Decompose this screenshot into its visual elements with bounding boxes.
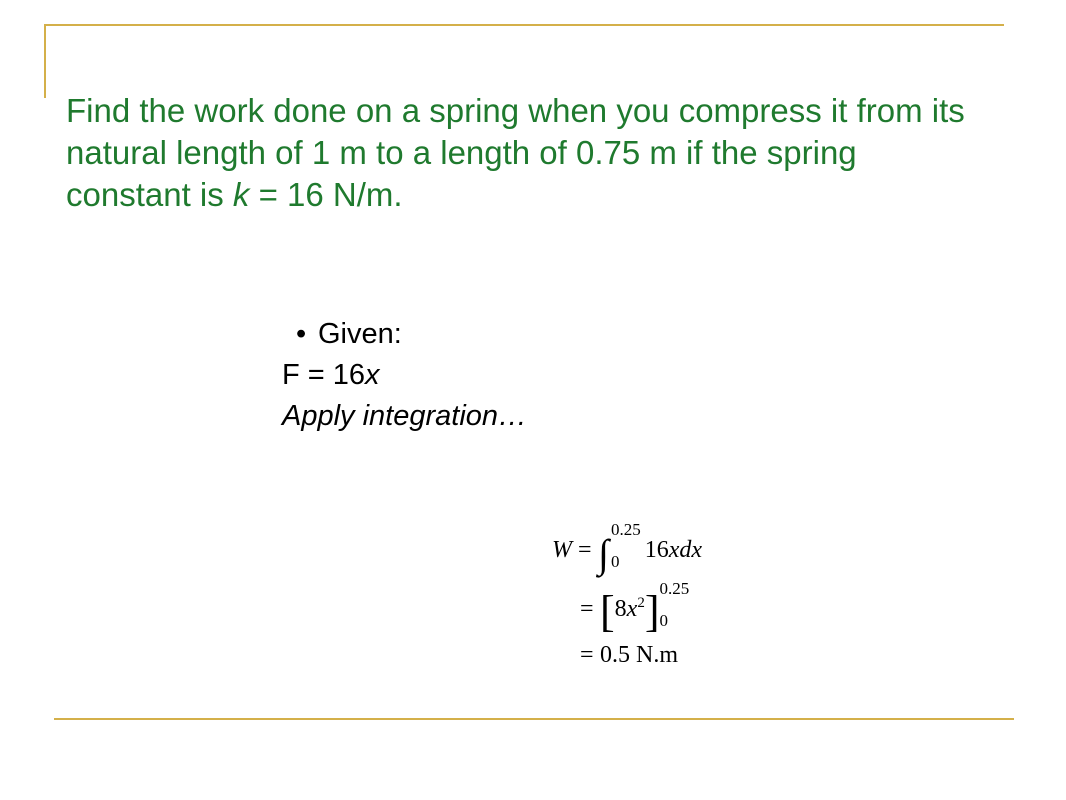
work-symbol: W [552,537,572,563]
bullet-icon: • [296,318,307,350]
evaluation-limits [659,579,690,630]
derivation-line-1 [552,520,703,586]
antiderivative-variable: x [626,596,638,622]
upper-limit-2: 0.25 [659,579,690,598]
force-formula [282,355,527,396]
integrand-variable: xdx [668,537,703,563]
lower-limit-1: 0 [610,552,620,571]
given-label: Given: [318,318,402,350]
work-derivation [552,520,703,698]
derivation-line-3 [552,642,702,698]
integral-limits [610,520,641,571]
given-row [282,314,527,355]
antiderivative-coefficient: 8 [614,596,627,622]
force-formula-prefix: F = 16 [282,359,366,391]
force-formula-variable: x [365,359,380,391]
integrand-coefficient: 16 [644,537,669,563]
equals-sign-1: = [578,537,592,563]
apply-integration-text: Apply integration… [282,400,528,432]
given-block [282,314,527,437]
title-text-start: Find the work done on a spring when you compress it from its natural length of 1 m to a length of 0.75 m if the spring constant is [66,92,965,213]
integral-sign-icon: ∫ [598,531,609,576]
frame-left-rule [44,24,46,98]
open-bracket-icon: [ [600,587,615,636]
upper-limit-1: 0.25 [610,520,641,539]
derivation-line-2 [552,579,702,642]
frame-top-rule [44,24,1004,26]
frame-bottom-rule [54,718,1014,720]
equals-sign-3: = [580,642,594,668]
equals-sign-2: = [580,596,594,622]
close-bracket-icon: ] [644,587,660,636]
title-k-symbol: k [232,176,250,213]
work-result: 0.5 N.m [600,642,678,668]
lower-limit-2: 0 [659,611,668,630]
title-text-end: = 16 N/m. [249,176,403,213]
antiderivative-exponent: 2 [637,595,645,611]
slide-title [66,90,966,216]
